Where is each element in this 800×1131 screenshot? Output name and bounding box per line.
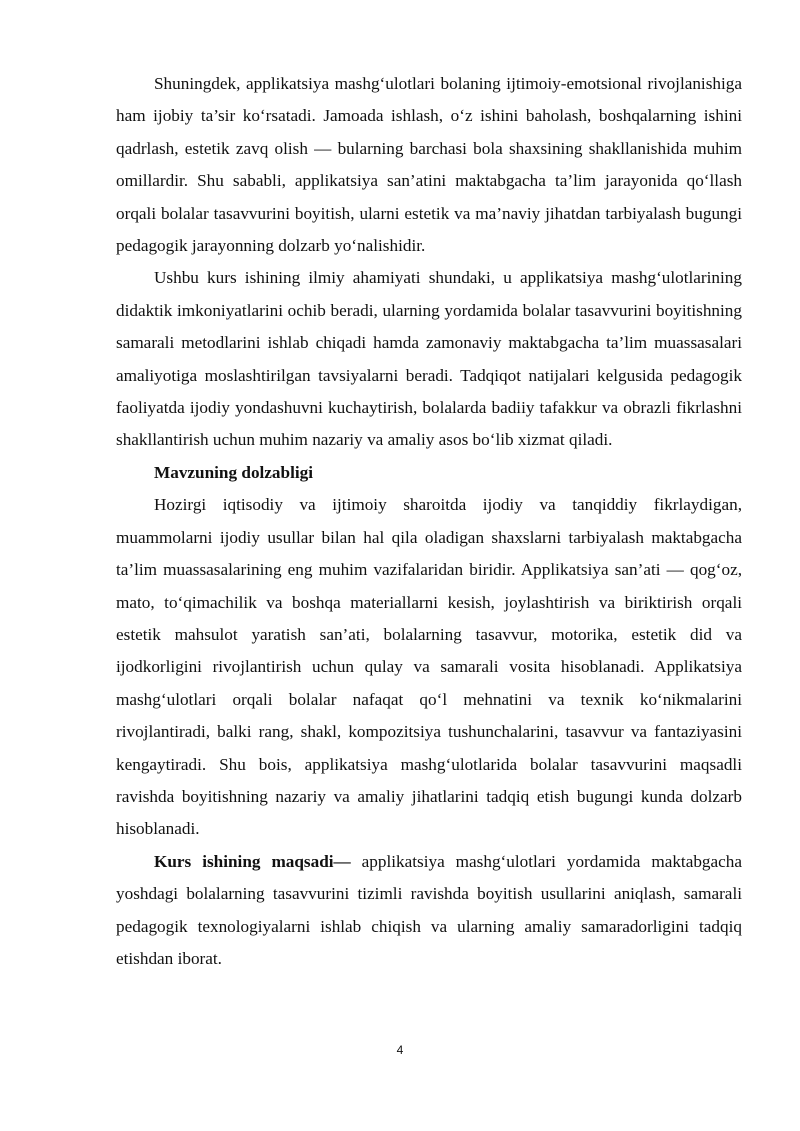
document-page	[116, 68, 742, 975]
section-heading-relevance: Mavzuning dolzabligi	[154, 462, 314, 482]
page-number: 4	[396, 1043, 404, 1057]
paragraph-relevance: Hozirgi iqtisodiy va ijtimoiy sharoitda ijodiy va tanqiddiy fikrlaydigan, muammolarni ijodiy usullar bilan hal qila oladigan shaxslarni tarbiyalash maktabgacha ta’lim muassasalarining eng muhim vazifalaridan biridir. Applikatsiya san’ati — qog‘oz, mato, to‘qimachilik va boshqa materiallarni kesish, joylashtirish va biriktirish orqali estetik mahsulot yaratish san’ati, bolalarning tasavvur, motorika, estetik did va ijodkorligini rivojlantirish uchun qulay va samarali vosita hisoblanadi. Applikatsiya mashg‘ulotlari orqali bolalar nafaqat qo‘l mehnatini va texnik ko‘nikmalarini rivojlantiradi, balki rang, shakl, kompozitsiya tushunchalarini, tasavvur va fantaziyasini kengaytiradi. Shu bois, applikatsiya mashg‘ulotlarida bolalar tasavvurini maqsadli ravishda boyitishning nazariy va amaliy jihatlarini tadqiq etish bugungi kunda dolzarb hisoblanadi.	[116, 495, 742, 839]
course-goal-text: applikatsiya mashg‘ulotlari yordamida maktabgacha yoshdagi bolalarning tasavvurini tizimli ravishda boyitish usullarini aniqlash, samarali pedagogik texnologiyalarni ishlab chiqish va ularning amaliy samaradorligini tadqiq etishdan iborat.	[116, 851, 742, 968]
course-goal-label: Kurs ishining maqsadi—	[154, 851, 351, 871]
paragraph-social-emotional: Shuningdek, applikatsiya mashg‘ulotlari bolaning ijtimoiy-emotsional rivojlanishiga ham ijobiy ta’sir ko‘rsatadi. Jamoada ishlash, o‘z ishini baholash, boshqalarning ishini qadrlash, estetik zavq olish — bularning barchasi bola shaxsining shakllanishida muhim omillardir. Shu sababli, applikatsiya san’atini maktabgacha ta’lim jarayonida qo‘llash orqali bolalar tasavvurini boyitish, ularni estetik va ma’naviy jihatdan tarbiyalash bugungi pedagogik jarayonning dolzarb yo‘nalishidir.	[116, 74, 742, 256]
paragraph-scientific-significance: Ushbu kurs ishining ilmiy ahamiyati shundaki, u applikatsiya mashg‘ulotlarining didaktik imkoniyatlarini ochib beradi, ularning yordamida bolalar tasavvurini boyitishning samarali metodlarini ishlab chiqadi hamda zamonaviy maktabgacha ta’lim muassasalari amaliyotiga moslashtirilgan tavsiyalarni beradi. Tadqiqot natijalari kelgusida pedagogik faoliyatda ijodiy yondashuvni kuchaytirish, bolalarda badiiy tafakkur va obrazli fikrlashni shakllantirish uchun muhim nazariy va amaliy asos bo‘lib xizmat qiladi.	[116, 268, 742, 450]
paragraph-course-goal	[116, 846, 742, 976]
